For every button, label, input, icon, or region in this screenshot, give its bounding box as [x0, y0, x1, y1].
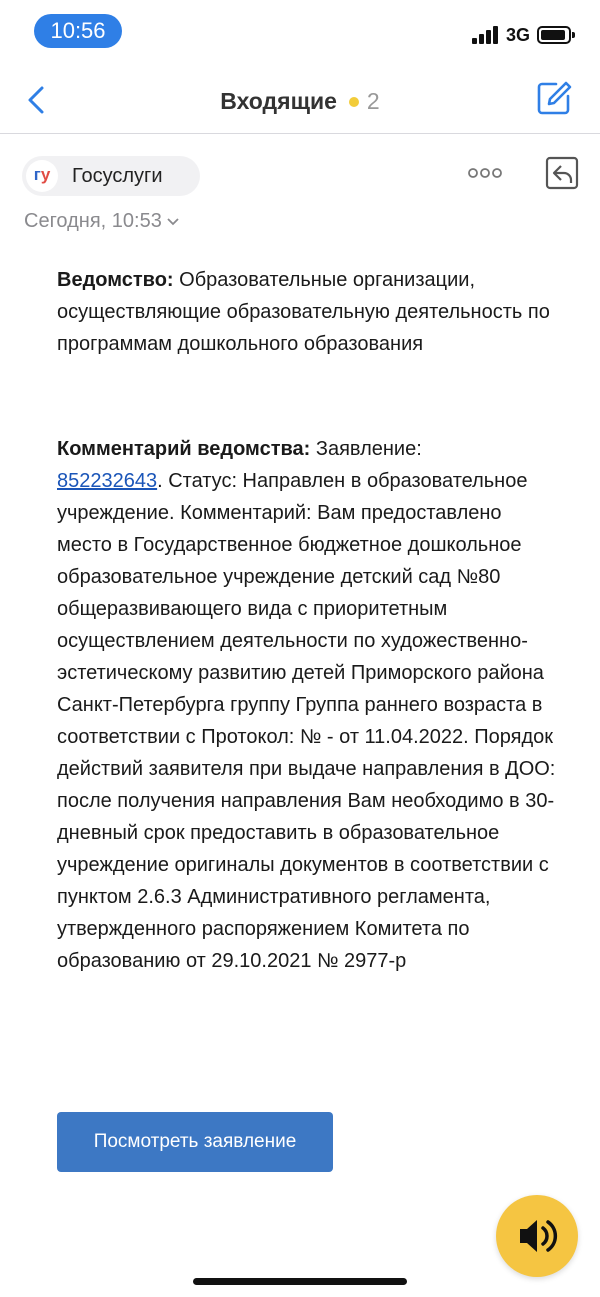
sender-name: Госуслуги: [72, 165, 163, 187]
status-bar: [0, 0, 600, 62]
signal-icon: [472, 26, 500, 44]
sender-chip[interactable]: [22, 156, 200, 196]
nav-bar: [0, 62, 600, 134]
page-title: [0, 88, 600, 115]
department-label: Ведомство:: [57, 269, 174, 291]
application-number-link[interactable]: 852232643: [57, 470, 158, 492]
reply-button[interactable]: [544, 155, 580, 191]
read-aloud-button[interactable]: [496, 1195, 578, 1277]
chevron-down-icon: [166, 217, 180, 227]
more-options-button[interactable]: [468, 166, 502, 180]
unread-count: 2: [366, 88, 380, 114]
comment-prefix: Заявление:: [310, 438, 422, 460]
compose-icon: [536, 80, 572, 116]
network-type: 3G: [506, 25, 531, 45]
department-paragraph: [57, 264, 557, 360]
comment-text: . Статус: Направлен в образовательное учреждение. Комментарий: Вам предоставлено место в Государственное бюджетное дошкольное образовательное учреждение детский сад №80 общеразвивающего вида с приоритетным осуществлением деятельности по художественно-эстетическому развитию детей Приморского района Санкт-Петербурга группу Группа раннего возраста в соответствии с Протокол: № - от 11.04.2022. Порядок действий заявителя при выдаче направления в ДОО: после получения направления Вам необходимо в 30-дневный срок предоставить в образовательное учреждение оригиналы документов в соответствии с пунктом 2.6.3 Административного регламента, утвержденного распоряжением Комитета по образованию от 29.10.2021 № 2977-р: [57, 470, 556, 972]
gosuslugi-logo: гу: [26, 160, 58, 192]
reply-icon: [544, 155, 580, 191]
unread-dot-icon: [349, 97, 359, 107]
folder-name: Входящие: [220, 88, 337, 114]
more-dots-icon: [468, 166, 502, 180]
status-time: 10:56: [34, 14, 122, 48]
view-application-button[interactable]: Посмотреть заявление: [57, 1112, 333, 1172]
department-value: Образовательные организации, осуществляющие образовательную деятельность по программам дошкольного образования: [57, 269, 550, 355]
compose-button[interactable]: [536, 80, 572, 116]
message-date[interactable]: Сегодня, 10:53: [24, 210, 180, 233]
comment-paragraph: [57, 433, 557, 977]
home-indicator: [193, 1278, 407, 1285]
speaker-icon: [496, 1195, 578, 1277]
battery-icon: [537, 26, 571, 44]
comment-label: Комментарий ведомства:: [57, 438, 311, 460]
